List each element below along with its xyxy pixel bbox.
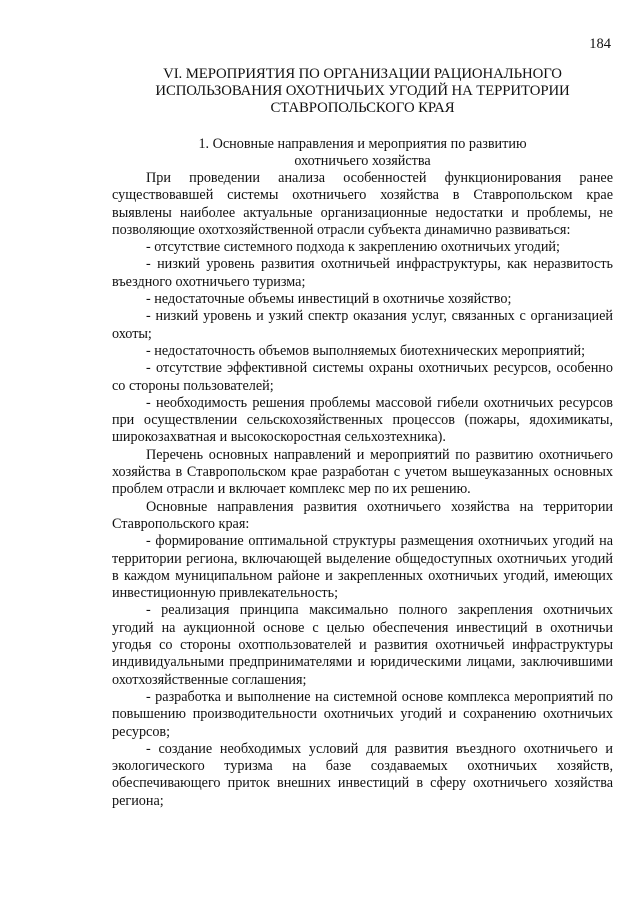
list-item: - отсутствие эффективной системы охраны охотничьих ресурсов, особенно со стороны пользователей; [112, 360, 613, 394]
paragraph: Перечень основных направлений и мероприятий по развитию охотничьего хозяйства в Ставропольском крае разработан с учетом вышеуказанных основных проблем отрасли и включает комплекс мер по их решению. [112, 446, 613, 498]
document-body [112, 170, 613, 810]
list-item: - формирование оптимальной структуры размещения охотничьих угодий на территории региона, включающей выделение общедоступных охотничьих угодий в каждом муниципальном районе и закрепленных охотничьих угодий, имеющих инвестиционную привлекательность; [112, 533, 613, 602]
section-title-line: СТАВРОПОЛЬСКОГО КРАЯ [270, 100, 455, 116]
page-number: 184 [589, 36, 611, 52]
list-item: - недостаточные объемы инвестиций в охотничье хозяйство; [146, 291, 512, 308]
subsection-title-line: 1. Основные направления и мероприятия по развитию [198, 136, 527, 152]
list-item: - создание необходимых условий для развития въездного охотничьего и экологического туризма на базе создаваемых охотничьих хозяйств, обеспечивающего приток внешних инвестиций в сферу охотничьего хозяйства региона; [112, 740, 613, 809]
list-item: - низкий уровень и узкий спектр оказания услуг, связанных с организацией охоты; [112, 308, 613, 342]
subsection-title-line: охотничьего хозяйства [294, 153, 431, 169]
section-title-line: VI. МЕРОПРИЯТИЯ ПО ОРГАНИЗАЦИИ РАЦИОНАЛЬНОГО [163, 66, 562, 82]
list-item: - реализация принципа максимально полного закрепления охотничьих угодий на аукционной основе с целью обеспечения инвестиций в охотничьи угодья со стороны охотпользователей и развития охотничьей инфраструктуры индивидуальными предпринимателями и юридическими лицами, заключившими охотхозяйственные соглашения; [112, 602, 613, 688]
list-item: - необходимость решения проблемы массовой гибели охотничьих ресурсов при осуществлении сельскохозяйственных процессов (пожары, ядохимикаты, широкозахватная и высокоскоростная сельхозтехника). [112, 394, 613, 446]
list-item: - недостаточность объемов выполняемых биотехнических мероприятий; [146, 342, 586, 359]
paragraph-intro: При проведении анализа особенностей функционирования ранее существовавшей системы охотничьего хозяйства в Ставропольском крае выявлены наиболее актуальные организационные недостатки и проблемы, не позволяющие охотхозяйственной отрасли субъекта динамично развиваться: [112, 170, 613, 238]
subsection-title [112, 136, 613, 170]
section-title [112, 66, 613, 117]
list-item: - отсутствие системного подхода к закреплению охотничьих угодий; [146, 239, 560, 256]
paragraph: Основные направления развития охотничьего хозяйства на территории Ставропольского края: [112, 498, 613, 532]
list-item: - низкий уровень развития охотничьей инфраструктуры, как неразвитость въездного охотничьего туризма; [112, 256, 613, 290]
list-item: - разработка и выполнение на системной основе комплекса мероприятий по повышению производительности охотничьих угодий и сохранению охотничьих ресурсов; [112, 688, 613, 740]
section-title-line: ИСПОЛЬЗОВАНИЯ ОХОТНИЧЬИХ УГОДИЙ НА ТЕРРИТОРИИ [155, 83, 570, 99]
